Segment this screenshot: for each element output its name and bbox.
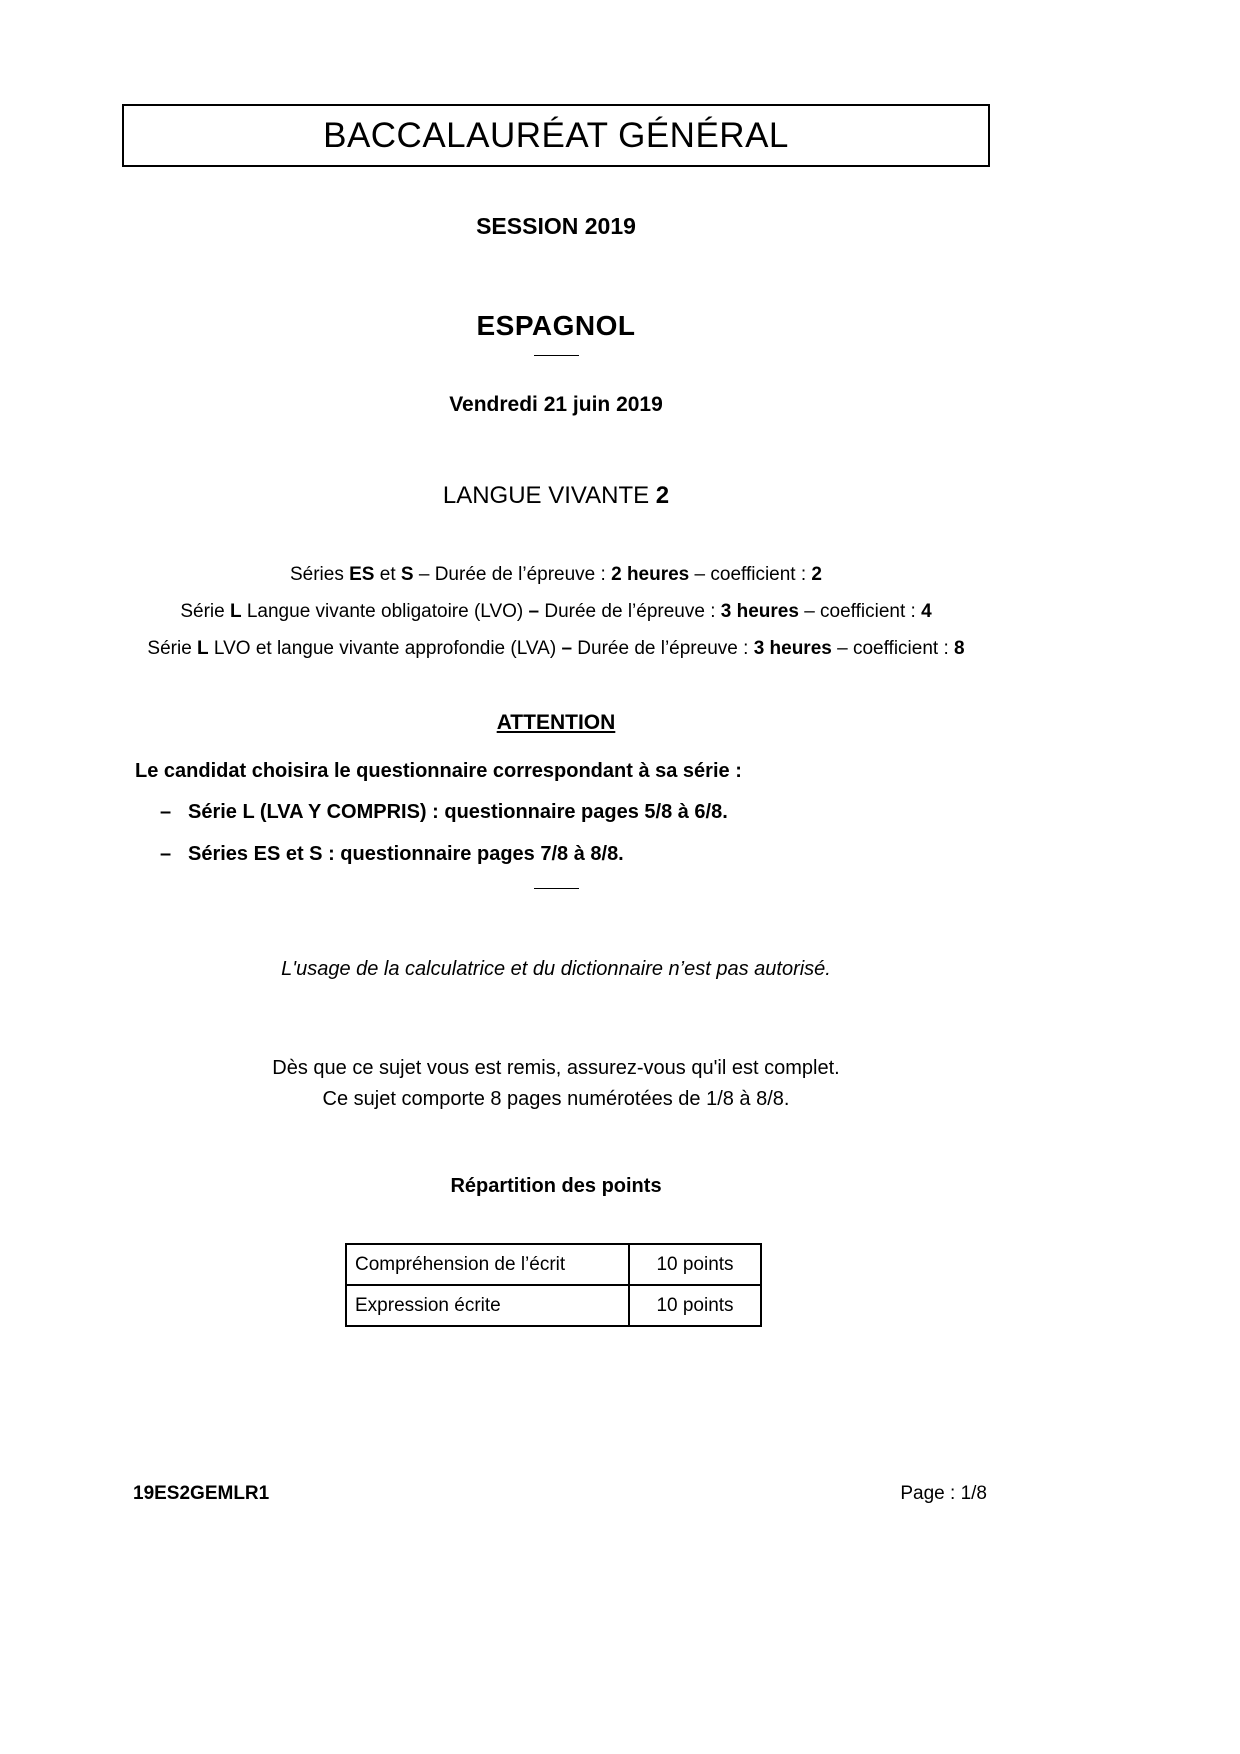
session-heading: SESSION 2019 xyxy=(476,213,636,239)
document-title: BACCALAURÉAT GÉNÉRAL xyxy=(323,115,789,155)
series-block xyxy=(122,556,990,667)
attention-item-text: Série L (LVA Y COMPRIS) : questionnaire pages 5/8 à 6/8. xyxy=(188,801,728,823)
attention-item xyxy=(160,801,728,824)
table-cell-label: Expression écrite xyxy=(346,1285,629,1326)
subject-heading: ESPAGNOL xyxy=(476,310,636,341)
points-table xyxy=(345,1243,762,1327)
points-title: Répartition des points xyxy=(450,1175,662,1197)
separator xyxy=(534,888,579,889)
table-cell-value: 10 points xyxy=(629,1285,761,1326)
completeness-line: Dès que ce sujet vous est remis, assurez-vous qu'il est complet. xyxy=(272,1057,840,1079)
attention-item-text: Séries ES et S : questionnaire pages 7/8 à 8/8. xyxy=(188,843,624,865)
completeness-notice xyxy=(122,1053,990,1115)
footer-reference: 19ES2GEMLR1 xyxy=(133,1483,270,1504)
series-line-l-lvo: Série L Langue vivante obligatoire (LVO) – Durée de l’épreuve : 3 heures – coefficient : 4 xyxy=(180,601,932,622)
exam-date: Vendredi 21 juin 2019 xyxy=(449,393,663,416)
table-cell-value: 10 points xyxy=(629,1244,761,1285)
completeness-line: Ce sujet comporte 8 pages numérotées de 1/8 à 8/8. xyxy=(322,1088,790,1110)
footer-page-number: Page : 1/8 xyxy=(900,1483,987,1504)
list-dash: – xyxy=(160,801,172,823)
table-row xyxy=(346,1244,761,1285)
attention-heading: ATTENTION xyxy=(496,711,616,734)
series-line-l-lva: Série L LVO et langue vivante approfondie (LVA) – Durée de l’épreuve : 3 heures – coefficient : 8 xyxy=(147,638,965,659)
table-row xyxy=(346,1285,761,1326)
language-level-line: LANGUE VIVANTE 2 xyxy=(442,482,670,509)
calculator-notice: L'usage de la calculatrice et du dictionnaire n’est pas autorisé. xyxy=(281,958,831,980)
separator xyxy=(534,355,579,356)
attention-item xyxy=(160,843,624,866)
title-box xyxy=(122,104,990,167)
table-cell-label: Compréhension de l’écrit xyxy=(346,1244,629,1285)
list-dash: – xyxy=(160,843,172,865)
series-line-es-s: Séries ES et S – Durée de l’épreuve : 2 heures – coefficient : 2 xyxy=(289,564,822,585)
attention-intro: Le candidat choisira le questionnaire correspondant à sa série : xyxy=(135,760,742,782)
